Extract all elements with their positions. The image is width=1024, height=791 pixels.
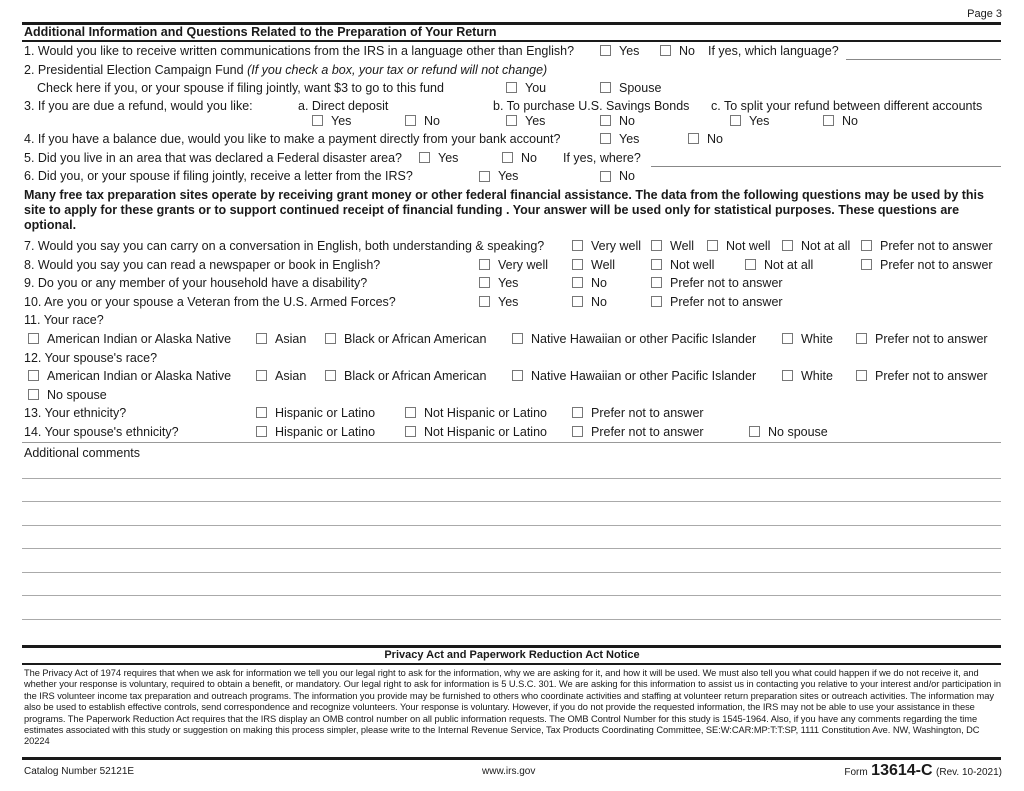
q5-where-input[interactable] (651, 166, 1001, 167)
q3a-yes-checkbox[interactable] (312, 115, 323, 126)
q7-option-checkbox[interactable] (651, 240, 662, 251)
q7-option-label: Very well (591, 239, 642, 253)
q2-subtext: Check here if you, or your spouse if filing jointly, want $3 to go to this fund (37, 81, 444, 95)
comment-line[interactable] (22, 619, 1001, 620)
q13-option-label: Hispanic or Latino (275, 406, 376, 420)
q9-option-label: No (591, 276, 607, 290)
comment-line[interactable] (22, 595, 1001, 596)
form-identifier (844, 763, 1002, 779)
q2-you-label: You (525, 81, 547, 95)
q8-text: 8. Would you say you can read a newspaper or book in English? (24, 258, 381, 272)
q13-option-label: Not Hispanic or Latino (424, 406, 547, 420)
q7-option-checkbox[interactable] (861, 240, 872, 251)
q11-option-label: Prefer not to answer (875, 332, 988, 346)
q8-option-label: Well (591, 258, 616, 272)
q3b-yes-checkbox[interactable] (506, 115, 517, 126)
q9-option-label: Prefer not to answer (670, 276, 783, 290)
q3c-label: c. To split your refund between different accounts (711, 99, 983, 113)
q3c-no-checkbox[interactable] (823, 115, 834, 126)
comments-label: Additional comments (24, 446, 141, 460)
header-rule (22, 40, 1001, 42)
comment-line[interactable] (22, 548, 1001, 549)
q9-option-checkbox[interactable] (572, 277, 583, 288)
q5-yes-checkbox[interactable] (419, 152, 430, 163)
q3-text: 3. If you are due a refund, would you like: (24, 99, 253, 113)
divider (22, 442, 1001, 443)
q12-option-checkbox[interactable] (782, 370, 793, 381)
q12-option-label: Black or African American (344, 369, 487, 383)
q7-text: 7. Would you say you can carry on a conversation in English, both understanding & speaking? (24, 239, 545, 253)
q10-option-checkbox[interactable] (479, 296, 490, 307)
q11-option-checkbox[interactable] (28, 333, 39, 344)
q10-option-checkbox[interactable] (572, 296, 583, 307)
q3a-yes-label: Yes (331, 114, 352, 128)
privacy-title-rule (22, 663, 1001, 665)
q8-option-checkbox[interactable] (479, 259, 490, 270)
q6-no-checkbox[interactable] (600, 171, 611, 182)
q1-text: 1. Would you like to receive written communications from the IRS in a language other than English? (24, 44, 575, 58)
q10-option-checkbox[interactable] (651, 296, 662, 307)
q1-no-checkbox[interactable] (660, 45, 671, 56)
q11-option-checkbox[interactable] (782, 333, 793, 344)
q14-option-checkbox[interactable] (749, 426, 760, 437)
q4-yes-checkbox[interactable] (600, 133, 611, 144)
q9-option-checkbox[interactable] (651, 277, 662, 288)
form-prefix: Form (844, 767, 868, 778)
q3a-no-checkbox[interactable] (405, 115, 416, 126)
q7-option-label: Not well (726, 239, 771, 253)
q1-yes-label: Yes (619, 44, 640, 58)
q12-no-spouse-label: No spouse (47, 388, 107, 402)
q14-option-label: No spouse (768, 425, 828, 439)
q11-option-label: American Indian or Alaska Native (47, 332, 232, 346)
q12-option-label: Asian (275, 369, 307, 383)
q11-option-label: White (801, 332, 833, 346)
q11-text: 11. Your race? (24, 313, 104, 327)
comment-line[interactable] (22, 478, 1001, 479)
q3c-yes-checkbox[interactable] (730, 115, 741, 126)
q10-text: 10. Are you or your spouse a Veteran from the U.S. Armed Forces? (24, 295, 396, 309)
q13-text: 13. Your ethnicity? (24, 406, 127, 420)
q2-you-checkbox[interactable] (506, 82, 517, 93)
section-title: Additional Information and Questions Related to the Preparation of Your Return (24, 25, 497, 39)
q13-option-checkbox[interactable] (405, 407, 416, 418)
q10-option-label: Prefer not to answer (670, 295, 783, 309)
q11-option-checkbox[interactable] (256, 333, 267, 344)
catalog-number: Catalog Number 52121E (24, 766, 135, 777)
q12-option-checkbox[interactable] (856, 370, 867, 381)
q5-yes-label: Yes (438, 151, 459, 165)
website-link[interactable]: www.irs.gov (482, 766, 536, 777)
q14-option-label: Prefer not to answer (591, 425, 704, 439)
q6-no-label: No (619, 169, 635, 183)
q14-option-checkbox[interactable] (405, 426, 416, 437)
q11-option-checkbox[interactable] (325, 333, 336, 344)
page-number: Page 3 (967, 8, 1002, 20)
q1-language-label: If yes, which language? (708, 44, 839, 58)
q7-option-checkbox[interactable] (782, 240, 793, 251)
q13-option-checkbox[interactable] (256, 407, 267, 418)
q12-option-label: Native Hawaiian or other Pacific Islander (531, 369, 757, 383)
form-number: 13614-C (871, 762, 933, 779)
q13-option-checkbox[interactable] (572, 407, 583, 418)
q6-text: 6. Did you, or your spouse if filing jointly, receive a letter from the IRS? (24, 169, 413, 183)
q12-option-label: American Indian or Alaska Native (47, 369, 232, 383)
q8-option-label: Not well (670, 258, 715, 272)
q9-option-checkbox[interactable] (479, 277, 490, 288)
q3b-no-label: No (619, 114, 635, 128)
q12-option-checkbox[interactable] (256, 370, 267, 381)
q7-option-checkbox[interactable] (707, 240, 718, 251)
q3b-no-checkbox[interactable] (600, 115, 611, 126)
q11-option-label: Native Hawaiian or other Pacific Islander (531, 332, 757, 346)
q2-text: 2. Presidential Election Campaign Fund (If you check a box, your tax or refund will not change) (24, 63, 548, 77)
footer-rule (22, 757, 1001, 760)
q3b-yes-label: Yes (525, 114, 546, 128)
q8-option-checkbox[interactable] (651, 259, 662, 270)
q6-yes-label: Yes (498, 169, 519, 183)
q10-option-label: Yes (498, 295, 519, 309)
q9-option-label: Yes (498, 276, 519, 290)
q7-option-label: Not at all (801, 239, 851, 253)
q11-option-checkbox[interactable] (856, 333, 867, 344)
q7-option-label: Well (670, 239, 695, 253)
q5-text: 5. Did you live in an area that was declared a Federal disaster area? (24, 151, 402, 165)
q8-option-checkbox[interactable] (745, 259, 756, 270)
comment-line[interactable] (22, 572, 1001, 573)
q11-option-checkbox[interactable] (512, 333, 523, 344)
funding-notice: Many free tax preparation sites operate by receiving grant money or other federal financial assistance. The data from the following questions may be used by this site to apply for these grants or to support continued receipt of financial funding . Your answer will be used only for statistical purposes. These questions are optional. (24, 188, 984, 232)
q4-no-label: No (707, 132, 723, 146)
q8-option-checkbox[interactable] (861, 259, 872, 270)
q11-option-label: Asian (275, 332, 307, 346)
privacy-text: The Privacy Act of 1974 requires that when we ask for information we tell you our legal right to ask for the information, why we are asking for it, and how it will be used. We must also tell you what could happen if we do not receive it, and whether your response is voluntary, required to obtain a benefit, or mandatory. Our legal right to ask for information is 5 U.S.C. 301. We are asking for this information to assist us in contacting you relative to your interest and/or participation in the IRS volunteer income tax preparation and outreach programs. The information you provide may be furnished to others who coordinate activities and staffing at volunteer return preparation sites or outreach activities. The information may also be used to establish effective controls, send correspondence and recognize volunteers. Your response is voluntary. However, if you do not provide the requested information, the IRS may not be able to use your assistance in these programs. The Paperwork Reduction Act requires that the IRS display an OMB control number on all public information requests. The OMB Control Number for this study is 1545-1964. Also, if you have any comments regarding the time estimates associated with this study or suggestion on making this process simpler, please write to the Internal Revenue Service, Tax Products Coordinating Committee, SE:W:CAR:MP:T:T:SP, 1111 Constitution Ave. NW, Washington, DC 20224 (24, 668, 1002, 747)
q2-spouse-checkbox[interactable] (600, 82, 611, 93)
q14-option-checkbox[interactable] (572, 426, 583, 437)
q12-option-label: White (801, 369, 833, 383)
comment-line[interactable] (22, 501, 1001, 502)
q14-option-label: Not Hispanic or Latino (424, 425, 547, 439)
q10-option-label: No (591, 295, 607, 309)
q5-no-checkbox[interactable] (502, 152, 513, 163)
q7-option-checkbox[interactable] (572, 240, 583, 251)
q14-option-checkbox[interactable] (256, 426, 267, 437)
q9-text: 9. Do you or any member of your household have a disability? (24, 276, 368, 290)
privacy-title: Privacy Act and Paperwork Reduction Act Notice (384, 649, 640, 661)
q2-note: (If you check a box, your tax or refund will not change) (247, 63, 548, 77)
q13-option-label: Prefer not to answer (591, 406, 704, 420)
form-revision: (Rev. 10-2021) (936, 767, 1002, 778)
q12-no-spouse-checkbox[interactable] (28, 389, 39, 400)
q12-text: 12. Your spouse's race? (24, 351, 158, 365)
q5-where-label: If yes, where? (563, 151, 641, 165)
q3c-no-label: No (842, 114, 858, 128)
q12-option-checkbox[interactable] (28, 370, 39, 381)
q11-option-label: Black or African American (344, 332, 487, 346)
q12-option-checkbox[interactable] (512, 370, 523, 381)
q14-text: 14. Your spouse's ethnicity? (24, 425, 179, 439)
q2-spouse-label: Spouse (619, 81, 662, 95)
q4-text: 4. If you have a balance due, would you like to make a payment directly from your bank account? (24, 132, 561, 146)
q14-option-label: Hispanic or Latino (275, 425, 376, 439)
q5-no-label: No (521, 151, 537, 165)
q4-yes-label: Yes (619, 132, 640, 146)
q3a-no-label: No (424, 114, 440, 128)
q12-option-checkbox[interactable] (325, 370, 336, 381)
q8-option-label: Not at all (764, 258, 814, 272)
privacy-top-rule (22, 645, 1001, 648)
q12-option-label: Prefer not to answer (875, 369, 988, 383)
q3c-yes-label: Yes (749, 114, 770, 128)
q3b-label: b. To purchase U.S. Savings Bonds (493, 99, 690, 113)
q3a-label: a. Direct deposit (298, 99, 389, 113)
q1-no-label: No (679, 44, 695, 58)
q8-option-label: Very well (498, 258, 549, 272)
q8-option-label: Prefer not to answer (880, 258, 993, 272)
q1-language-input[interactable] (846, 59, 1001, 60)
q6-yes-checkbox[interactable] (479, 171, 490, 182)
q4-no-checkbox[interactable] (688, 133, 699, 144)
comment-line[interactable] (22, 525, 1001, 526)
q7-option-label: Prefer not to answer (880, 239, 993, 253)
q8-option-checkbox[interactable] (572, 259, 583, 270)
q1-yes-checkbox[interactable] (600, 45, 611, 56)
